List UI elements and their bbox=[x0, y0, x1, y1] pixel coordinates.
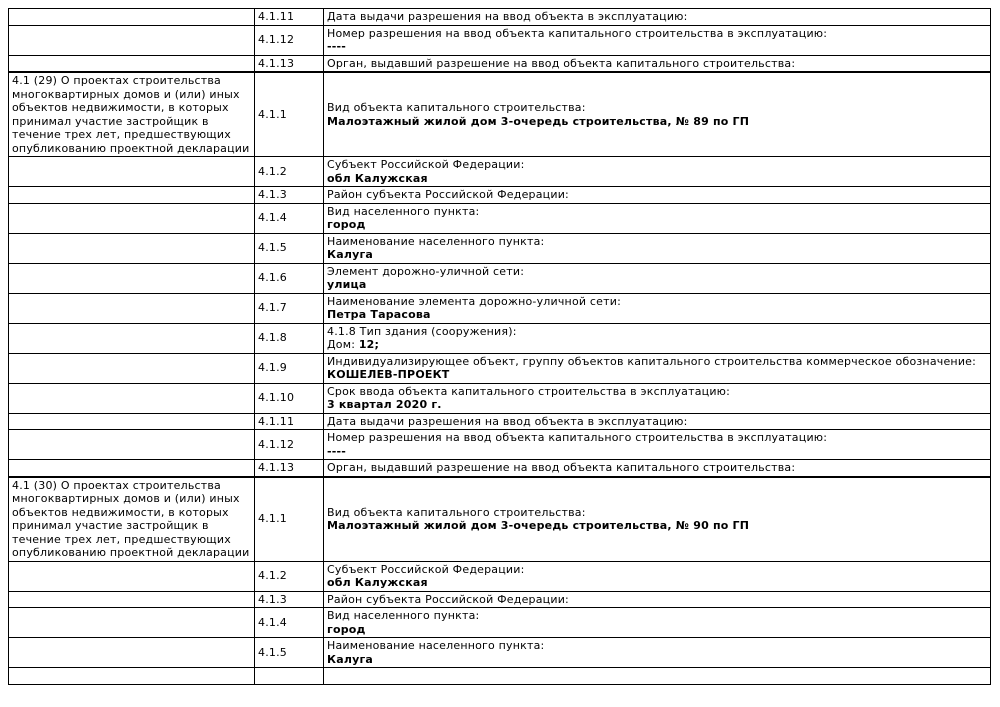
item-number-cell: 4.1.5 bbox=[255, 638, 324, 668]
table-row bbox=[9, 323, 991, 353]
text-line bbox=[327, 506, 987, 520]
item-number-cell: 4.1.8 bbox=[255, 323, 324, 353]
label-text: Номер разрешения на ввод объекта капитального строительства в эксплуатацию: bbox=[327, 431, 828, 444]
item-value-cell bbox=[324, 638, 991, 668]
text-line bbox=[327, 563, 987, 577]
item-value-cell bbox=[324, 72, 991, 157]
table-row bbox=[9, 608, 991, 638]
label-text: Вид объекта капитального строительства: bbox=[327, 505, 586, 519]
section-description-cell bbox=[9, 430, 255, 460]
text-line bbox=[327, 338, 987, 352]
text-line bbox=[327, 325, 987, 339]
table-row bbox=[9, 561, 991, 591]
table-row bbox=[9, 157, 991, 187]
value-text: Петра Тарасова bbox=[327, 308, 431, 321]
item-value-cell bbox=[324, 413, 991, 430]
section-description-cell bbox=[9, 353, 255, 383]
text-line bbox=[327, 576, 987, 590]
section-description-cell bbox=[9, 591, 255, 608]
section-description-cell bbox=[9, 323, 255, 353]
item-value-cell bbox=[324, 187, 991, 204]
item-number-cell: 4.1.11 bbox=[255, 9, 324, 26]
label-text: Орган, выдавший разрешение на ввод объекта капитального строительства: bbox=[327, 56, 796, 70]
text-line bbox=[327, 308, 987, 322]
text-line bbox=[327, 40, 987, 54]
item-number-cell: 4.1.2 bbox=[255, 157, 324, 187]
text-line bbox=[327, 398, 987, 412]
item-value-cell bbox=[324, 233, 991, 263]
item-value-cell bbox=[324, 561, 991, 591]
item-value-cell bbox=[324, 383, 991, 413]
section-description-cell bbox=[9, 668, 255, 685]
table-row bbox=[9, 203, 991, 233]
text-line bbox=[327, 368, 987, 382]
label-text: Орган, выдавший разрешение на ввод объекта капитального строительства: bbox=[327, 461, 796, 474]
text-line bbox=[327, 265, 987, 279]
text-line bbox=[327, 431, 987, 445]
label-text: Элемент дорожно-уличной сети: bbox=[327, 264, 525, 278]
text-line bbox=[327, 57, 987, 71]
text-line bbox=[327, 355, 987, 369]
table-row bbox=[9, 233, 991, 263]
item-number-cell: 4.1.12 bbox=[255, 25, 324, 55]
table-row bbox=[9, 638, 991, 668]
value-text: улица bbox=[327, 278, 367, 291]
item-number-cell: 4.1.10 bbox=[255, 383, 324, 413]
table-row bbox=[9, 383, 991, 413]
label-text: Срок ввода объекта капитального строительства в эксплуатацию: bbox=[327, 384, 731, 398]
item-number-cell bbox=[255, 668, 324, 685]
text-line bbox=[327, 461, 987, 475]
item-number-cell: 4.1.1 bbox=[255, 477, 324, 562]
table-row bbox=[9, 25, 991, 55]
item-number-cell: 4.1.5 bbox=[255, 233, 324, 263]
value-text: город bbox=[327, 622, 366, 636]
text-line bbox=[327, 158, 987, 172]
value-text: Малоэтажный жилой дом 3-очередь строительства, № 89 по ГП bbox=[327, 114, 750, 128]
text-line bbox=[327, 609, 987, 623]
text-line bbox=[327, 248, 987, 262]
text-line bbox=[327, 653, 987, 667]
table-row bbox=[9, 72, 991, 157]
table-row bbox=[9, 668, 991, 685]
section-description-cell bbox=[9, 187, 255, 204]
table-row bbox=[9, 293, 991, 323]
item-value-cell bbox=[324, 668, 991, 685]
table-row bbox=[9, 9, 991, 26]
label-text: Индивидуализирующее объект, группу объектов капитального строительства коммерческое обозначение: bbox=[327, 354, 977, 368]
value-text: ---- bbox=[327, 444, 347, 458]
value-text: обл Калужская bbox=[327, 576, 428, 589]
label-text: Вид объекта капитального строительства: bbox=[327, 101, 586, 114]
item-number-cell: 4.1.13 bbox=[255, 55, 324, 72]
table-row bbox=[9, 413, 991, 430]
text-line bbox=[327, 10, 987, 24]
section-description-cell bbox=[9, 203, 255, 233]
item-value-cell bbox=[324, 353, 991, 383]
text-line bbox=[327, 218, 987, 232]
section-description-cell bbox=[9, 157, 255, 187]
label-text: Дата выдачи разрешения на ввод объекта в эксплуатацию: bbox=[327, 10, 688, 23]
section-description-cell bbox=[9, 293, 255, 323]
table-body bbox=[9, 9, 991, 685]
table-row bbox=[9, 460, 991, 477]
item-value-cell bbox=[324, 293, 991, 323]
text-line bbox=[327, 295, 987, 309]
section-description-cell bbox=[9, 263, 255, 293]
item-value-cell bbox=[324, 323, 991, 353]
section-description-cell: 4.1 (29) О проектах строительства многоквартирных домов и (или) иных объектов недвижимости, в которых принимал участие застройщик в течение трех лет, предшествующих опубликованию проектной декларации bbox=[9, 72, 255, 157]
section-description-cell bbox=[9, 638, 255, 668]
table-row bbox=[9, 353, 991, 383]
item-value-cell bbox=[324, 477, 991, 562]
label-text: Вид населенного пункта: bbox=[327, 204, 480, 218]
value-text: город bbox=[327, 218, 366, 231]
item-value-cell bbox=[324, 9, 991, 26]
section-description-cell bbox=[9, 608, 255, 638]
label-text: 4.1.8 Тип здания (сооружения): bbox=[327, 324, 517, 338]
text-line bbox=[327, 235, 987, 249]
text-line bbox=[327, 623, 987, 637]
section-description-cell bbox=[9, 561, 255, 591]
label-text: Вид населенного пункта: bbox=[327, 609, 480, 622]
label-text: Дата выдачи разрешения на ввод объекта в эксплуатацию: bbox=[327, 414, 688, 428]
item-number-cell: 4.1.3 bbox=[255, 591, 324, 608]
label-text: Наименование населенного пункта: bbox=[327, 234, 545, 248]
table-row bbox=[9, 55, 991, 72]
text-line bbox=[327, 101, 987, 115]
label-text: Субъект Российской Федерации: bbox=[327, 158, 525, 171]
item-value-cell bbox=[324, 608, 991, 638]
table-row bbox=[9, 591, 991, 608]
item-number-cell: 4.1.3 bbox=[255, 187, 324, 204]
item-value-cell bbox=[324, 55, 991, 72]
item-number-cell: 4.1.6 bbox=[255, 263, 324, 293]
section-description-cell bbox=[9, 25, 255, 55]
text-line bbox=[327, 188, 987, 202]
item-value-cell bbox=[324, 460, 991, 477]
label-text: Дом: bbox=[327, 338, 359, 351]
text-line bbox=[327, 278, 987, 292]
section-description-cell bbox=[9, 233, 255, 263]
text-line bbox=[327, 205, 987, 219]
item-number-cell: 4.1.12 bbox=[255, 430, 324, 460]
table-row bbox=[9, 477, 991, 562]
table-row bbox=[9, 430, 991, 460]
value-text: 12; bbox=[358, 338, 380, 351]
label-text: Район субъекта Российской Федерации: bbox=[327, 188, 569, 201]
value-text: ---- bbox=[327, 40, 347, 53]
item-number-cell: 4.1.11 bbox=[255, 413, 324, 430]
value-text: Калуга bbox=[327, 652, 374, 666]
text-line bbox=[327, 519, 987, 533]
item-value-cell bbox=[324, 25, 991, 55]
text-line bbox=[327, 415, 987, 429]
label-text: Район субъекта Российской Федерации: bbox=[327, 592, 569, 606]
item-number-cell: 4.1.13 bbox=[255, 460, 324, 477]
value-text: КОШЕЛЕВ-ПРОЕКТ bbox=[327, 368, 450, 381]
label-text: Субъект Российской Федерации: bbox=[327, 562, 525, 576]
section-description-cell bbox=[9, 413, 255, 430]
item-number-cell: 4.1.9 bbox=[255, 353, 324, 383]
label-text: Номер разрешения на ввод объекта капитального строительства в эксплуатацию: bbox=[327, 26, 828, 40]
text-line bbox=[327, 27, 987, 41]
table-row bbox=[9, 187, 991, 204]
table-row bbox=[9, 263, 991, 293]
item-number-cell: 4.1.2 bbox=[255, 561, 324, 591]
value-text: обл Калужская bbox=[327, 171, 428, 185]
text-line bbox=[327, 593, 987, 607]
section-description-cell bbox=[9, 460, 255, 477]
label-text: Наименование элемента дорожно-уличной сети: bbox=[327, 294, 621, 308]
value-text: Малоэтажный жилой дом 3-очередь строительства, № 90 по ГП bbox=[327, 519, 750, 532]
text-line bbox=[327, 115, 987, 129]
item-value-cell bbox=[324, 157, 991, 187]
text-line bbox=[327, 445, 987, 459]
item-value-cell bbox=[324, 263, 991, 293]
declaration-table bbox=[8, 8, 991, 685]
label-text: Наименование населенного пункта: bbox=[327, 639, 545, 652]
item-number-cell: 4.1.4 bbox=[255, 608, 324, 638]
item-value-cell bbox=[324, 430, 991, 460]
section-description-cell bbox=[9, 383, 255, 413]
text-line bbox=[327, 385, 987, 399]
text-line bbox=[327, 639, 987, 653]
section-description-cell bbox=[9, 55, 255, 72]
section-description-cell bbox=[9, 9, 255, 26]
text-line bbox=[327, 172, 987, 186]
section-description-cell: 4.1 (30) О проектах строительства многоквартирных домов и (или) иных объектов недвижимости, в которых принимал участие застройщик в течение трех лет, предшествующих опубликованию проектной декларации bbox=[9, 477, 255, 562]
item-value-cell bbox=[324, 203, 991, 233]
item-number-cell: 4.1.7 bbox=[255, 293, 324, 323]
item-number-cell: 4.1.4 bbox=[255, 203, 324, 233]
item-value-cell bbox=[324, 591, 991, 608]
value-text: Калуга bbox=[327, 248, 374, 261]
value-text: 3 квартал 2020 г. bbox=[327, 398, 442, 411]
item-number-cell: 4.1.1 bbox=[255, 72, 324, 157]
